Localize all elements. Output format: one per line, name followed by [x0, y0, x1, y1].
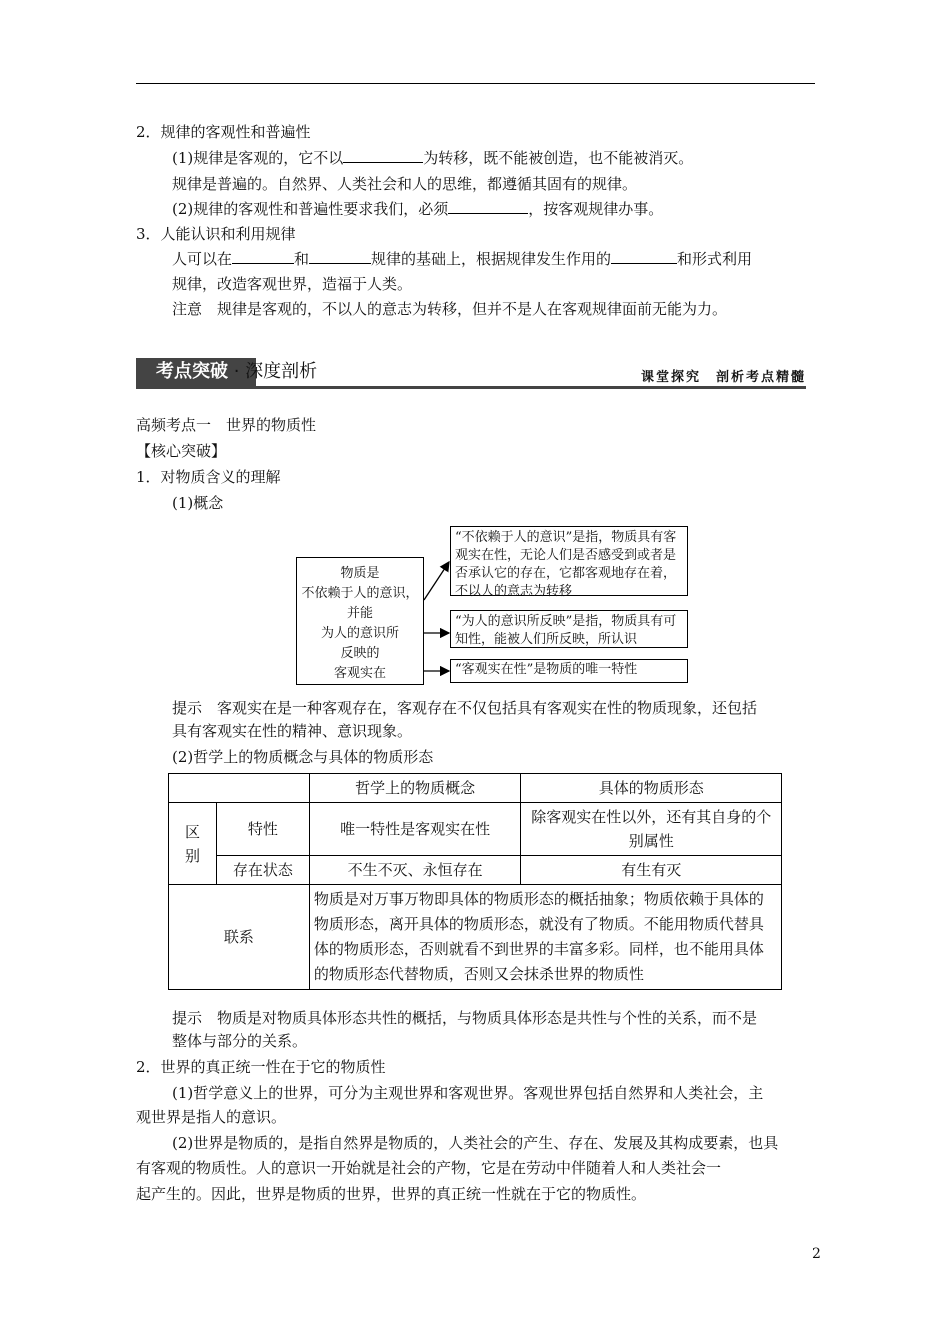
table-cell: 有生有灭 [521, 856, 782, 885]
paragraph: 规律是普遍的。自然界、人类社会和人的思维，都遵循其固有的规律。 [172, 175, 638, 193]
section-heading: 2．规律的客观性和普遍性 [136, 123, 311, 141]
fill-blank [343, 148, 423, 163]
diagram-center-line: 并能 [346, 606, 373, 621]
table-cell: 不生不灭、永恒存在 [309, 856, 521, 885]
table-header: 哲学上的物质概念 [309, 774, 521, 803]
diagram-center-line: 物质是 [340, 566, 380, 581]
table-cell: 存在状态 [216, 856, 309, 885]
sub-heading: (2)哲学上的物质概念与具体的物质形态 [172, 748, 434, 766]
banner-rule [136, 386, 806, 389]
paragraph [172, 147, 693, 169]
paragraph [172, 248, 752, 270]
table-cell: 唯一特性是客观实在性 [309, 803, 521, 856]
diagram-center-line: 反映的 [340, 646, 380, 661]
header-rule [136, 83, 815, 84]
table-row [169, 774, 782, 803]
table-header: 具体的物质形态 [521, 774, 782, 803]
paragraph: 观世界是指人的意识。 [136, 1108, 287, 1126]
text: 和 [294, 250, 310, 268]
table-row [169, 885, 782, 990]
item-heading: 1．对物质含义的理解 [136, 468, 281, 486]
hint: 整体与部分的关系。 [172, 1032, 308, 1050]
section-banner [136, 352, 806, 390]
fill-blank [611, 249, 677, 264]
text: 人可以在 [172, 250, 233, 268]
text: 为转移，既不能被创造，也不能被消灭。 [423, 149, 694, 167]
paragraph: 规律，改造客观世界，造福于人类。 [172, 275, 413, 293]
table-cell: 区别 [169, 803, 217, 885]
diagram-center-line: 为人的意识所 [320, 626, 399, 641]
hint: 具有客观实在性的精神、意识现象。 [172, 722, 413, 740]
paragraph: (1)哲学意义上的世界，可分为主观世界和客观世界。客观世界包括自然界和人类社会，主 [172, 1084, 764, 1102]
hint: 提示 客观实在是一种客观存在，客观存在不仅包括具有客观实在性的物质现象，还包括 [172, 699, 758, 717]
table-cell: 物质是对万事万物即具体的物质形态的概括抽象；物质依赖于具体的物质形态，离开具体的物质形态，就没有了物质。不能用物质代替具体的物质形态，否则就看不到世界的丰富多彩。同样，也不能用具体的物质形态代替物质，否则又会抹杀世界的物质性 [309, 885, 781, 990]
diagram-center-box [296, 557, 424, 685]
diagram-center-line: 客观实在 [333, 666, 386, 681]
text: 规律的基础上，根据规律发生作用的 [371, 250, 612, 268]
banner-title-main: 考点突破 [156, 361, 228, 382]
table-cell: 除客观实在性以外，还有其自身的个别属性 [521, 803, 782, 856]
text: (1)规律是客观的，它不以 [172, 149, 344, 167]
arrow-to-box-1 [424, 562, 449, 600]
diagram-box-1: “不依赖于人的意识”是指，物质具有客观实在性，无论人们是否感受到或者是否承认它的存在，它都客观地存在着，不以人的意志为转移 [450, 526, 688, 596]
note: 注意 规律是客观的，不以人的意志为转移，但并不是人在客观规律面前无能为力。 [172, 300, 728, 318]
sub-heading: (1)概念 [172, 494, 224, 512]
paragraph [172, 198, 663, 220]
item-heading: 2．世界的真正统一性在于它的物质性 [136, 1058, 386, 1076]
paragraph: (2)世界是物质的，是指自然界是物质的，人类社会的产生、存在、发展及其构成要素，也具 [172, 1134, 779, 1152]
text: 和形式利用 [677, 250, 753, 268]
fill-blank [309, 249, 371, 264]
text: ，按客观规律办事。 [528, 200, 664, 218]
diagram-center-line: 不依赖于人的意识， [301, 586, 419, 601]
paragraph: 有客观的物质性。人的意识一开始就是社会的产物，它是在劳动中伴随着人和人类社会一 [136, 1159, 722, 1177]
section-heading: 3．人能认识和利用规律 [136, 225, 296, 243]
banner-title [156, 358, 317, 386]
page-number: 2 [812, 1246, 821, 1262]
paragraph: 起产生的。因此，世界是物质的世界，世界的真正统一性就在于它的物质性。 [136, 1185, 647, 1203]
table-row [169, 856, 782, 885]
table-cell [169, 774, 310, 803]
diagram-box-2: “为人的意识所反映”是指，物质具有可知性，能被人们所反映，所认识 [450, 610, 688, 648]
fill-blank [448, 199, 528, 214]
banner-title-sub: · 深度剖析 [228, 361, 318, 382]
hint: 提示 物质是对物质具体形态共性的概括，与物质具体形态是共性与个性的关系，而不是 [172, 1009, 758, 1027]
text: (2)规律的客观性和普遍性要求我们，必须 [172, 200, 449, 218]
fill-blank [232, 249, 294, 264]
topic-title: 高频考点一 世界的物质性 [136, 416, 317, 434]
table-row [169, 803, 782, 856]
table-cell: 特性 [216, 803, 309, 856]
core-label: 【核心突破】 [136, 442, 227, 460]
table-cell: 联系 [169, 885, 310, 990]
diagram-box-3: “客观实在性”是物质的唯一特性 [450, 659, 688, 683]
banner-subtitle: 课堂探究 剖析考点精髓 [640, 370, 806, 385]
comparison-table [168, 773, 782, 990]
